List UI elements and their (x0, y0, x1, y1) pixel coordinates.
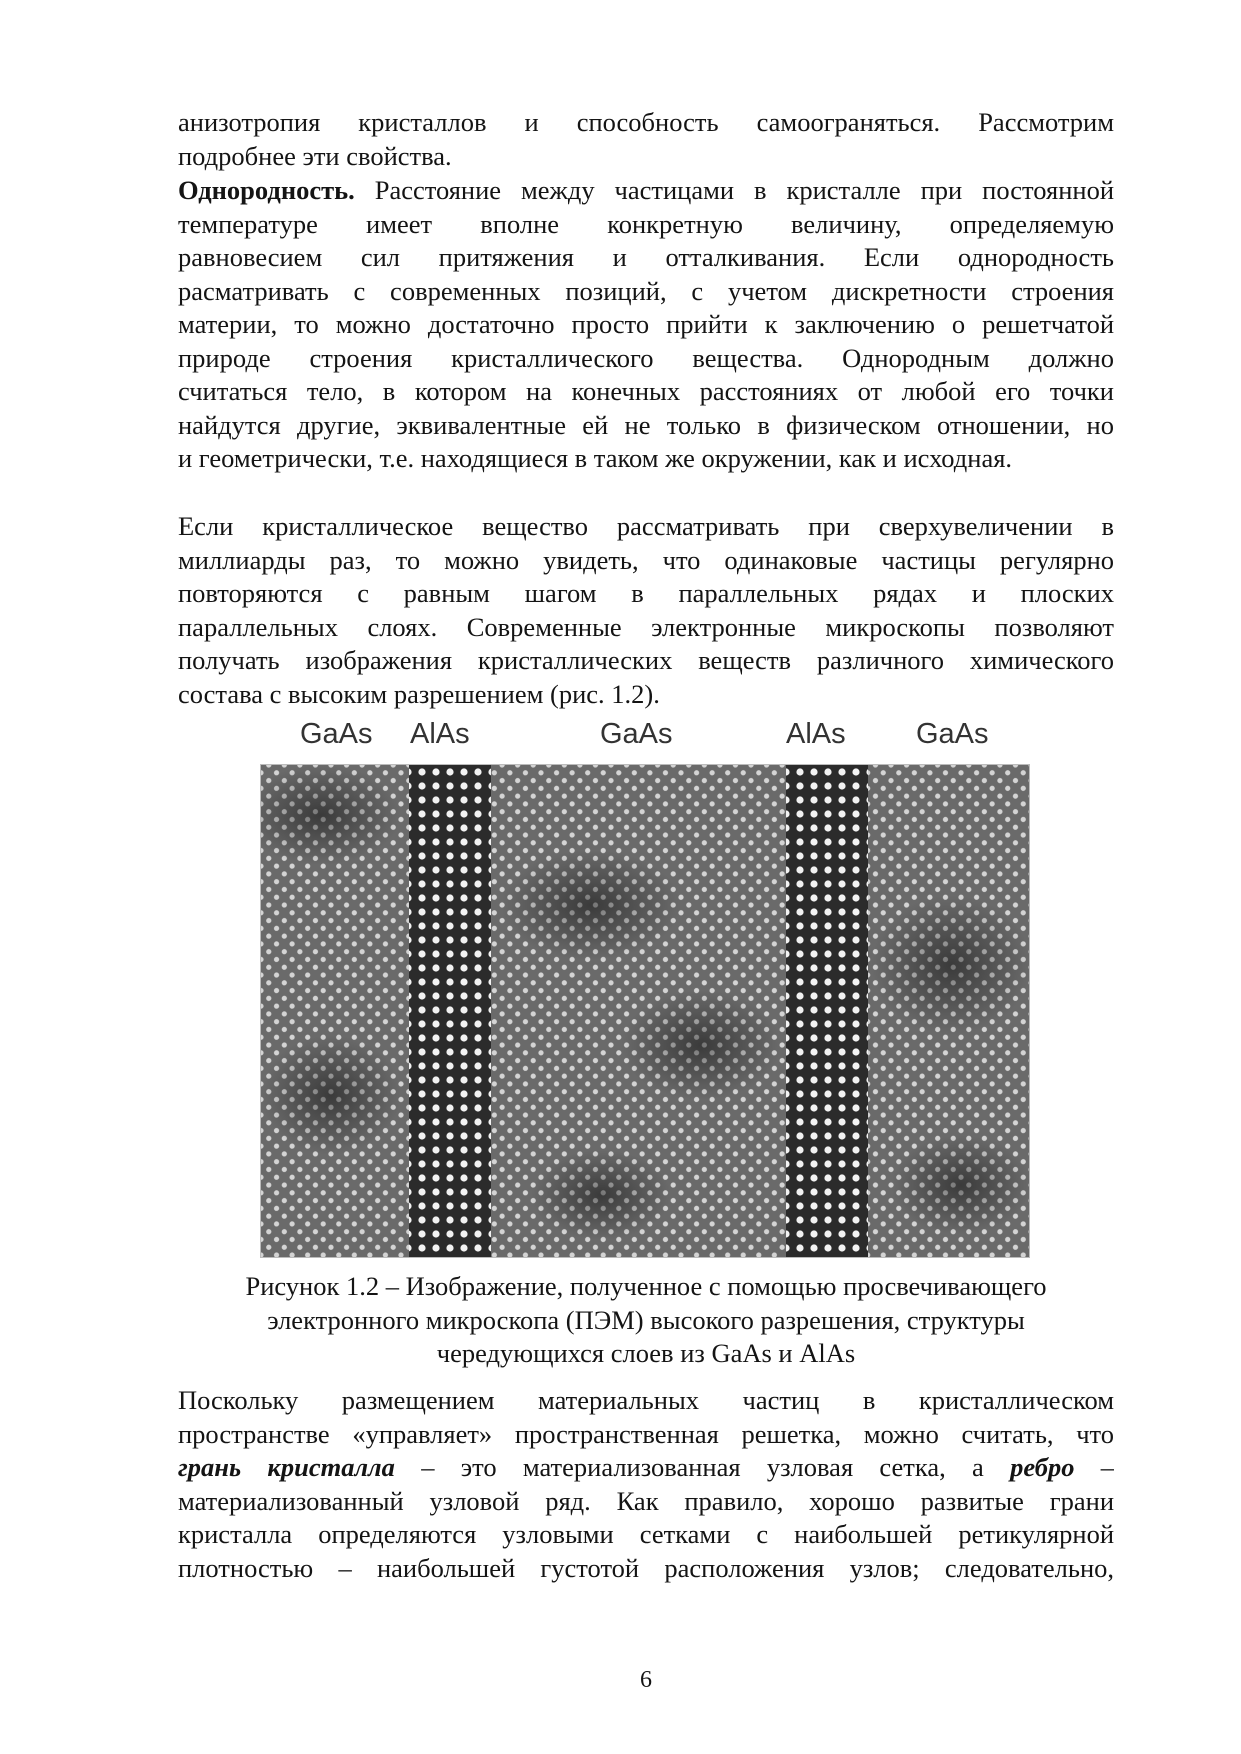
document-page (178, 0, 1114, 1754)
layer-label-gaas: GaAs (916, 718, 989, 750)
figure-caption (178, 1270, 1114, 1371)
text-line: считаться тело, в котором на конечных расстояниях от любой его точки (178, 376, 1114, 406)
layer-label-alas: AlAs (786, 718, 846, 750)
text-line: равновесием сил притяжения и отталкивания. Если однородность (178, 242, 1114, 272)
text-line: кристалла определяются узловыми сетками с наибольшей ретикулярной (178, 1519, 1114, 1549)
text-line: найдутся другие, эквивалентные ей не только в физическом отношении, но (178, 409, 1114, 440)
caption-line: электронного микроскопа (ПЭМ) высокого разрешения, структуры (267, 1304, 1025, 1335)
term-edge: ребро (1010, 1452, 1075, 1482)
text-line: расматривать с современных позиций, с учетом дискретности строения (178, 275, 1114, 306)
layer-label-gaas: GaAs (300, 718, 373, 750)
intro-paragraph (178, 106, 1114, 173)
text-line: и геометрически, т.е. находящиеся в таком же окружении, как и исходная. (178, 443, 1013, 473)
homogeneity-term: Однородность. (178, 175, 355, 205)
text-line: анизотропия кристаллов и способность самоограняться. Рассмотрим (178, 107, 1114, 137)
layer-label-gaas: GaAs (600, 718, 673, 750)
magnification-paragraph (178, 510, 1114, 711)
text-line: Расстояние между частицами в кристалле при постоянной (354, 175, 1114, 205)
text-line: параллельных слоях. Современные электронные микроскопы позволяют (178, 611, 1114, 642)
text-line: температуре имеет вполне конкретную величину, определяемую (178, 208, 1114, 239)
text-line: материи, то можно достаточно просто прийти к заключению о решетчатой (178, 309, 1114, 339)
alas-layer (409, 765, 491, 1257)
alas-layer (786, 765, 868, 1257)
text-line: Если кристаллическое вещество рассматривать при сверхувеличении в (178, 511, 1114, 541)
text-line: подробнее эти свойства. (178, 140, 452, 171)
layer-label-alas: AlAs (410, 718, 470, 750)
page-number: 6 (640, 1667, 652, 1693)
tem-micrograph (260, 764, 1030, 1258)
figure-layer-labels (260, 718, 1060, 758)
text-line: Поскольку размещением материальных частиц в кристаллическом (178, 1385, 1114, 1415)
caption-line: чередующихся слоев из GaAs и AlAs (436, 1338, 856, 1368)
text-line: природе строения кристаллического вещества. Однородным должно (178, 342, 1114, 373)
text-line: плотностью – наибольшей густотой расположения узлов; следовательно, (178, 1552, 1114, 1583)
text-line: миллиарды раз, то можно увидеть, что одинаковые частицы регулярно (178, 544, 1114, 575)
text-line: пространстве «управляет» пространственная решетка, можно считать, что (178, 1418, 1114, 1449)
lattice-paragraph: Поскольку размещением материальных частиц в кристаллическом пространстве «управляет» пространственная решетка, можно считать, что грань кристалла – это материализованная узловая сетка, а ребро – материализованный узловой ряд. Как правило, хорошо развитые грани кристалла определяются узловыми сетками с наибольшей ретикулярной плотностью – наибольшей густотой расположения узлов; следовательно, (178, 1384, 1114, 1585)
text-line: получать изображения кристаллических веществ различного химического (178, 645, 1114, 675)
text-line: повторяются с равным шагом в параллельных рядах и плоских (178, 578, 1114, 608)
text-line: материализованный узловой ряд. Как правило, хорошо развитые грани (178, 1485, 1114, 1516)
caption-line: Рисунок 1.2 – Изображение, полученное с помощью просвечивающего (245, 1271, 1047, 1301)
term-face: грань кристалла (178, 1452, 395, 1482)
homogeneity-paragraph (178, 174, 1114, 476)
text-line: состава с высоким разрешением (рис. 1.2). (178, 678, 660, 709)
